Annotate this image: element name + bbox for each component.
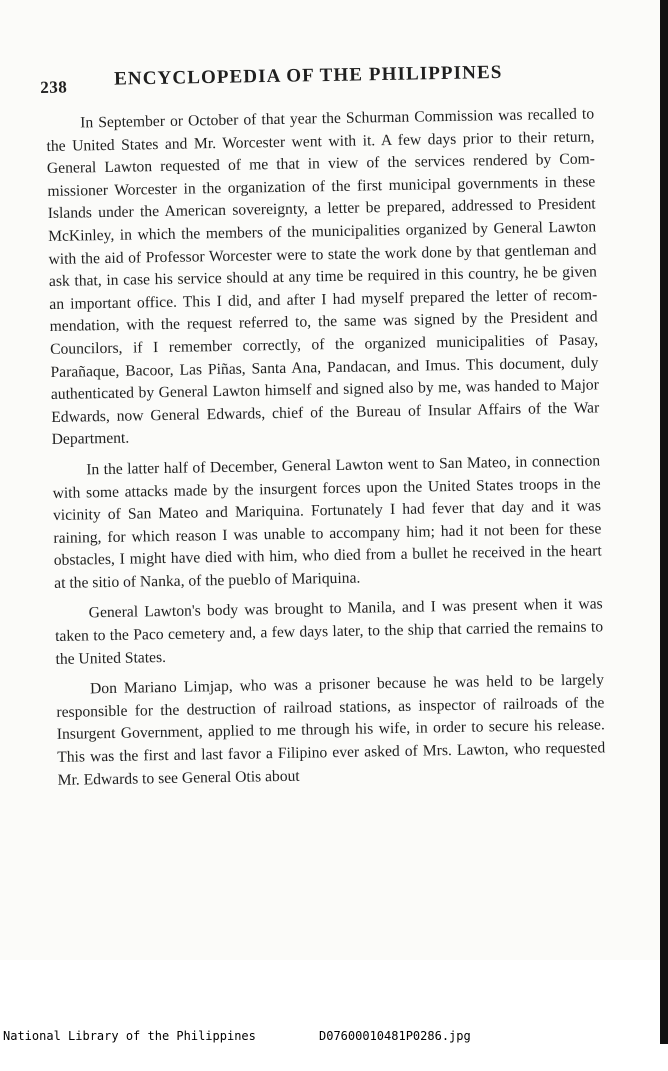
paragraph-mariano-limjap: Don Mariano Limjap, who was a prisoner because he was held to be largely responsible for the destruction of railroad stations, as inspector of railroads of the Insurgent Government, applied to me through his wife, in order to secure his release. This was the first and last favor a Filipino ever asked of Mrs. Lawton, who requested Mr. Edwards to see General Otis about: [56, 671, 606, 789]
page-number: 238: [40, 77, 68, 97]
paragraph-lawton-body: General Lawton's body was brought to Manila, and I was present when it was taken to the Paco cemetery and, a few days later, to the ship that carried the remains to the United States.: [54, 595, 604, 668]
footer-filename: D07600010481P0286.jpg: [319, 1029, 471, 1043]
paragraph-schurman-commission: In September or October of that year the Schurman Commission was recalled to the United States and Mr. Worcester went with it. A few days prior to their return, General Lawton requested of me that in view of the services rendered by Commissioner Worcester in the organization of the first municipal governments in these Islands under the American sovereignty, a letter be prepared, addressed to President McKinley, in which the members of the municipalities organized by General Lawton with the aid of Professor Worcester were to state the work done by that gentleman and ask that, in case his service should at any time be required in this country, he be given an important office. This I did, and after I had myself prepared the letter of recommendation, with the request referred to, the same was signed by the President and Councilors, if I remember correctly, of the organized municipalities of Pasay, Parañaque, Bacoor, Las Piñas, Santa Ana, Pandacan, and Imus. This document, duly authenticated by General Lawton himself and signed also by me, was handed to Major Edwards, now General Edwards, chief of the Bureau of Insular Affairs of the War Department.: [46, 105, 600, 449]
footer-source: National Library of the Philippines: [3, 1029, 256, 1043]
paragraph-san-mateo: In the latter half of December, General Lawton went to San Mateo, in connection with some attacks made by the insurgent forces upon the United States troops in the vicinity of San Mateo and Mariquina. Fortunately I had fever that day and it was raining, for which reason I was unable to accompany him; had it not been for these obstacles, I might have died with him, who died from a bullet he received in the heart at the sitio of Nanka, of the pueblo of Mariquina.: [52, 452, 602, 592]
scan-border: [660, 0, 668, 1044]
footer-caption: [3, 1029, 603, 1044]
book-title: ENCYCLOPEDIA OF THE PHILIPPINES: [113, 61, 503, 90]
running-head: [38, 60, 598, 100]
body-text: [46, 103, 606, 800]
